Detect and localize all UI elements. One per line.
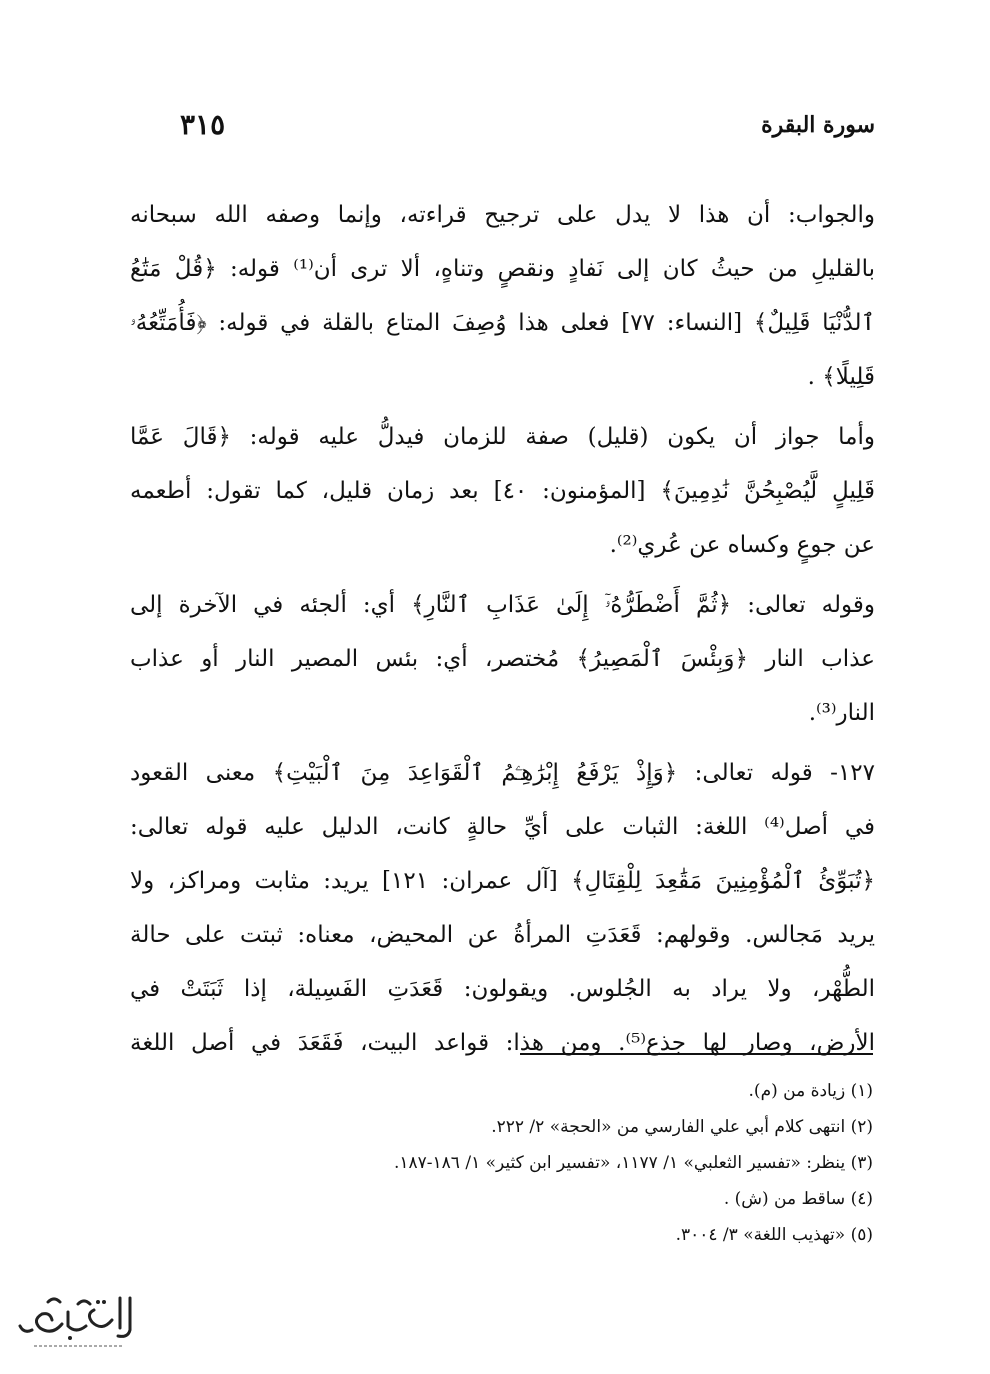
text-line: قَلِيلٍ لَّيُصْبِحُنَّ نَٰدِمِينَ﴾ [المؤمنون: ٤٠] بعد زمان قليل، كما تقول: أطعمه	[130, 478, 875, 504]
text-line: الأرض، وصار لها جذع⁽⁵⁾. ومن هذا: قواعد البيت، فَقَعَدَ في أصل اللغة	[130, 1030, 875, 1056]
paragraph	[130, 578, 875, 740]
text-line: النار⁽³⁾.	[808, 700, 875, 726]
footnotes	[173, 1073, 873, 1253]
running-title: سورة البقرة	[761, 112, 875, 138]
text-line: في أصل⁽⁴⁾ اللغة: الثبات على أيِّ حالةٍ كانت، الدليل عليه قوله تعالى:	[130, 814, 876, 840]
page-header	[130, 108, 875, 152]
footnote: (٣) ينظر: «تفسير الثعلبي» ١/ ١١٧٧، «تفسير ابن كثير» ١/ ١٨٦-١٨٧.	[393, 1153, 873, 1173]
text-line: عن جوعٍ وكساه عن عُري⁽²⁾.	[609, 532, 875, 558]
paragraph	[130, 746, 875, 1070]
publisher-logo-icon	[12, 1290, 152, 1354]
text-line: والجواب: أن هذا لا يدل على ترجيح قراءته، وإنما وصفه الله سبحانه	[130, 202, 875, 228]
footnote: (٥) «تهذيب اللغة» ٣/ ٣٠٠٤.	[675, 1225, 873, 1245]
text-line: وقوله تعالى: ﴿ثُمَّ أَضْطَرُّهُۥٓ إِلَىٰ عَذَابِ ٱلنَّارِ﴾ أي: ألجئه في الآخرة إلى	[130, 592, 875, 618]
text-line: ﴿تُبَوِّئُ ٱلْمُؤْمِنِينَ مَقَٰعِدَ لِلْقِتَالِ﴾ [آل عمران: ١٢١] يريد: مثابت ومراكز، ولا	[130, 868, 875, 894]
footnote: (٢) انتهى كلام أبي علي الفارسي من «الحجة» ٢/ ٢٢٢.	[491, 1117, 873, 1137]
main-text	[130, 188, 875, 1076]
footnote-divider	[520, 1053, 873, 1055]
paragraph	[130, 188, 875, 404]
text-line: يريد مَجالس. وقولهم: قَعَدَتِ المرأةُ عن المحيض، معناه: ثبتت على حالة	[130, 922, 875, 948]
text-line: عذاب النار ﴿وَبِئْسَ ٱلْمَصِيرُ﴾ مُختصر، أي: بئس المصير النار أو عذاب	[130, 646, 875, 672]
text-line: ٱلدُّنْيَا قَلِيلٌ﴾ [النساء: ٧٧] فعلى هذا وُصِفَ المتاع بالقلة في قوله: ﴿فَأُمَتِّعُهُۥ	[130, 310, 875, 336]
footnote: (٤) ساقط من (ش) .	[723, 1189, 873, 1209]
text-line: وأما جواز أن يكون (قليل) صفة للزمان فيدلُّ عليه قوله: ﴿قَالَ عَمَّا	[130, 424, 875, 450]
page-number: ٣١٥	[180, 108, 226, 141]
footnote: (١) زيادة من (م).	[748, 1081, 873, 1101]
text-line: بالقليلِ من حيثُ كان إلى نَفادٍ ونقصٍ وتناهٍ، ألا ترى أن⁽¹⁾ قوله: ﴿قُلْ مَتَٰعُ	[130, 256, 875, 282]
text-line: الطُّهْر، ولا يراد به الجُلوس. ويقولون: قَعَدَتِ الفَسِيلة، إذا ثَبَتَتْ في	[130, 976, 875, 1002]
text-line: قَلِيلًا﴾ .	[807, 364, 875, 390]
text-line: ١٢٧- قوله تعالى: ﴿وَإِذْ يَرْفَعُ إِبْرَٰهِـۧمُ ٱلْقَوَاعِدَ مِنَ ٱلْبَيْتِ﴾ معنى القعود	[130, 760, 875, 786]
paragraph	[130, 410, 875, 572]
